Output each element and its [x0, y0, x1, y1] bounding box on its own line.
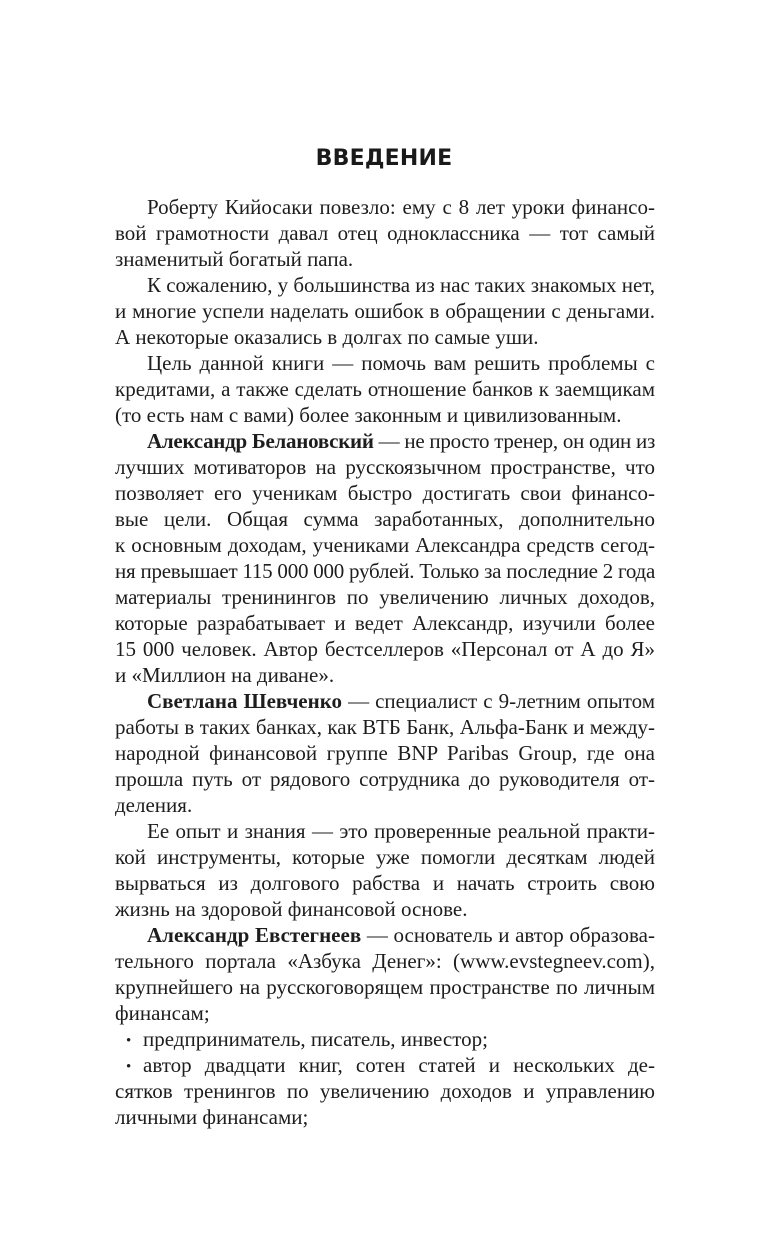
paragraph [115, 922, 656, 1026]
text-line [115, 740, 656, 766]
text-line [115, 428, 656, 454]
text-line-content [115, 506, 655, 532]
line-text: сятков тренингов по увеличению доходов и управлению [115, 1079, 655, 1103]
line-text: крупнейшего на русскоговорящем пространстве по личным [115, 975, 655, 999]
person-name: Светлана Шевченко [147, 689, 343, 713]
text-line-content [115, 1000, 210, 1026]
line-text: кой инструменты, которые уже помогли десяткам людей [115, 845, 655, 869]
text-line [115, 974, 656, 1000]
text-line [115, 636, 656, 662]
line-text: — не просто тренер, он один из [373, 429, 656, 453]
text-line-content [115, 402, 621, 428]
paragraph [115, 350, 656, 428]
line-text: вые цели. Общая сумма заработанных, дополнительно [115, 507, 655, 531]
line-text: К сожалению, у большинства из нас таких знакомых нет, [147, 273, 656, 297]
paragraph [115, 272, 656, 350]
text-line-content [115, 480, 655, 506]
text-line-content [115, 792, 192, 818]
text-line [115, 922, 656, 948]
line-text: народной финансовой группе BNP Paribas Group, где она [115, 741, 655, 765]
text-line-content [115, 220, 655, 246]
paragraph [115, 688, 656, 818]
person-name: Александр Евстегнеев [147, 923, 362, 947]
text-line-content [115, 766, 655, 792]
text-line [115, 948, 656, 974]
text-line [115, 220, 656, 246]
text-line [115, 272, 656, 298]
line-text: предприниматель, писатель, инвестор; [143, 1027, 488, 1051]
text-line [115, 532, 656, 558]
text-line [115, 454, 656, 480]
text-line-content [115, 298, 655, 324]
text-line [115, 688, 656, 714]
line-text: вырваться из долгового рабства и начать строить свою [115, 871, 655, 895]
bullet-icon: • [126, 1033, 132, 1049]
line-text: работы в таких банках, как ВТБ Банк, Альфа-Банк и между- [115, 715, 656, 739]
text-line-content [115, 1104, 308, 1130]
line-text: финансам; [115, 1001, 210, 1025]
line-text: Цель данной книги — помочь вам решить проблемы с [147, 351, 656, 375]
text-line-content [115, 376, 655, 402]
text-line [115, 402, 656, 428]
line-text: материалы тренинингов по увеличению личных доходов, [115, 585, 655, 609]
page-title: ВВЕДЕНИЕ [315, 146, 453, 171]
text-line-content [115, 324, 539, 350]
line-text: знаменитый богатый папа. [115, 247, 354, 271]
text-line [115, 662, 656, 688]
text-line [115, 376, 656, 402]
text-line-content [115, 610, 655, 636]
line-text: (то есть нам с вами) более законным и цивилизованным. [115, 403, 622, 427]
line-text: кредитами, а также сделать отношение банков к заемщикам [115, 377, 655, 401]
text-line [115, 298, 656, 324]
line-text: вой грамотности давал отец одноклассника — тот самый [115, 221, 655, 245]
text-line-content [115, 896, 467, 922]
text-line-content [115, 584, 655, 610]
text-line [115, 324, 656, 350]
text-line-content [115, 636, 655, 662]
text-line [115, 792, 656, 818]
line-text: ня превышает 115 000 000 рублей. Только за последние 2 года [115, 559, 656, 583]
text-line-content [147, 194, 655, 220]
text-line-content [147, 818, 655, 844]
line-text: лучших мотиваторов на русскоязычном пространстве, что [115, 455, 656, 479]
text-line [115, 1026, 656, 1052]
text-line-content [147, 428, 655, 454]
text-line [115, 1052, 656, 1078]
text-line-content [115, 246, 353, 272]
line-text: 15 000 человек. Автор бестселлеров «Персонал от А до Я» [115, 637, 655, 661]
line-text: А некоторые оказались в долгах по самые уши. [115, 325, 539, 349]
text-line [115, 1078, 656, 1104]
line-text: позволяет его ученикам быстро достигать свои финансо- [115, 481, 655, 505]
line-text: тельного портала «Азбука Денег»: (www.evstegneev.com), [115, 949, 655, 973]
text-line-content [115, 974, 655, 1000]
paragraph [115, 194, 656, 272]
line-text: Роберту Кийосаки повезло: ему с 8 лет уроки финансо- [147, 195, 655, 219]
text-line-content [115, 662, 334, 688]
text-line [115, 480, 656, 506]
text-line-content [147, 272, 655, 298]
text-line-content [115, 870, 655, 896]
line-text: и «Миллион на диване». [115, 663, 335, 687]
text-line [115, 610, 656, 636]
bullet-icon: • [126, 1059, 132, 1075]
text-line [115, 870, 656, 896]
line-text: к основным доходам, учениками Александра средств сегод- [115, 533, 655, 557]
text-line-content [115, 532, 655, 558]
line-text: деления. [115, 793, 193, 817]
text-line-content [115, 740, 655, 766]
line-text: автор двадцати книг, сотен статей и нескольких де- [143, 1053, 655, 1077]
line-text: Ее опыт и знания — это проверенные реальной практи- [147, 819, 655, 843]
bullet-item [115, 1026, 656, 1052]
text-line [115, 766, 656, 792]
text-line [115, 350, 656, 376]
line-text: — специалист с 9-летним опытом [342, 689, 655, 713]
text-line [115, 1104, 656, 1130]
text-line-content [115, 558, 655, 584]
line-text: прошла путь от рядового сотрудника до руководителя от- [115, 767, 655, 791]
text-line [115, 1000, 656, 1026]
text-line [115, 844, 656, 870]
text-line-content [126, 1026, 488, 1054]
text-line-content [115, 948, 655, 974]
text-line-content [115, 1078, 655, 1104]
text-line [115, 714, 656, 740]
paragraph [115, 818, 656, 922]
text-line [115, 194, 656, 220]
text-line [115, 246, 656, 272]
paragraph [115, 428, 656, 688]
line-text: личными финансами; [115, 1105, 309, 1129]
text-line-content [115, 844, 655, 870]
text-line [115, 896, 656, 922]
line-text: и многие успели наделать ошибок в обращении с деньгами. [115, 299, 655, 323]
text-line-content [147, 922, 655, 948]
text-line [115, 818, 656, 844]
text-line [115, 584, 656, 610]
text-line [115, 558, 656, 584]
text-line-content [115, 454, 655, 480]
line-text: — основатель и автор образова- [361, 923, 655, 947]
text-line-content [115, 714, 655, 740]
person-name: Александр Белановский [147, 429, 374, 453]
text-line [115, 506, 656, 532]
text-line-content [147, 350, 655, 376]
text-line-content [126, 1052, 655, 1080]
line-text: жизнь на здоровой финансовой основе. [115, 897, 468, 921]
line-text: которые разрабатывает и ведет Александр, изучили более [115, 611, 655, 635]
body-text [115, 194, 656, 1130]
bullet-item [115, 1052, 656, 1130]
text-line-content [147, 688, 655, 714]
